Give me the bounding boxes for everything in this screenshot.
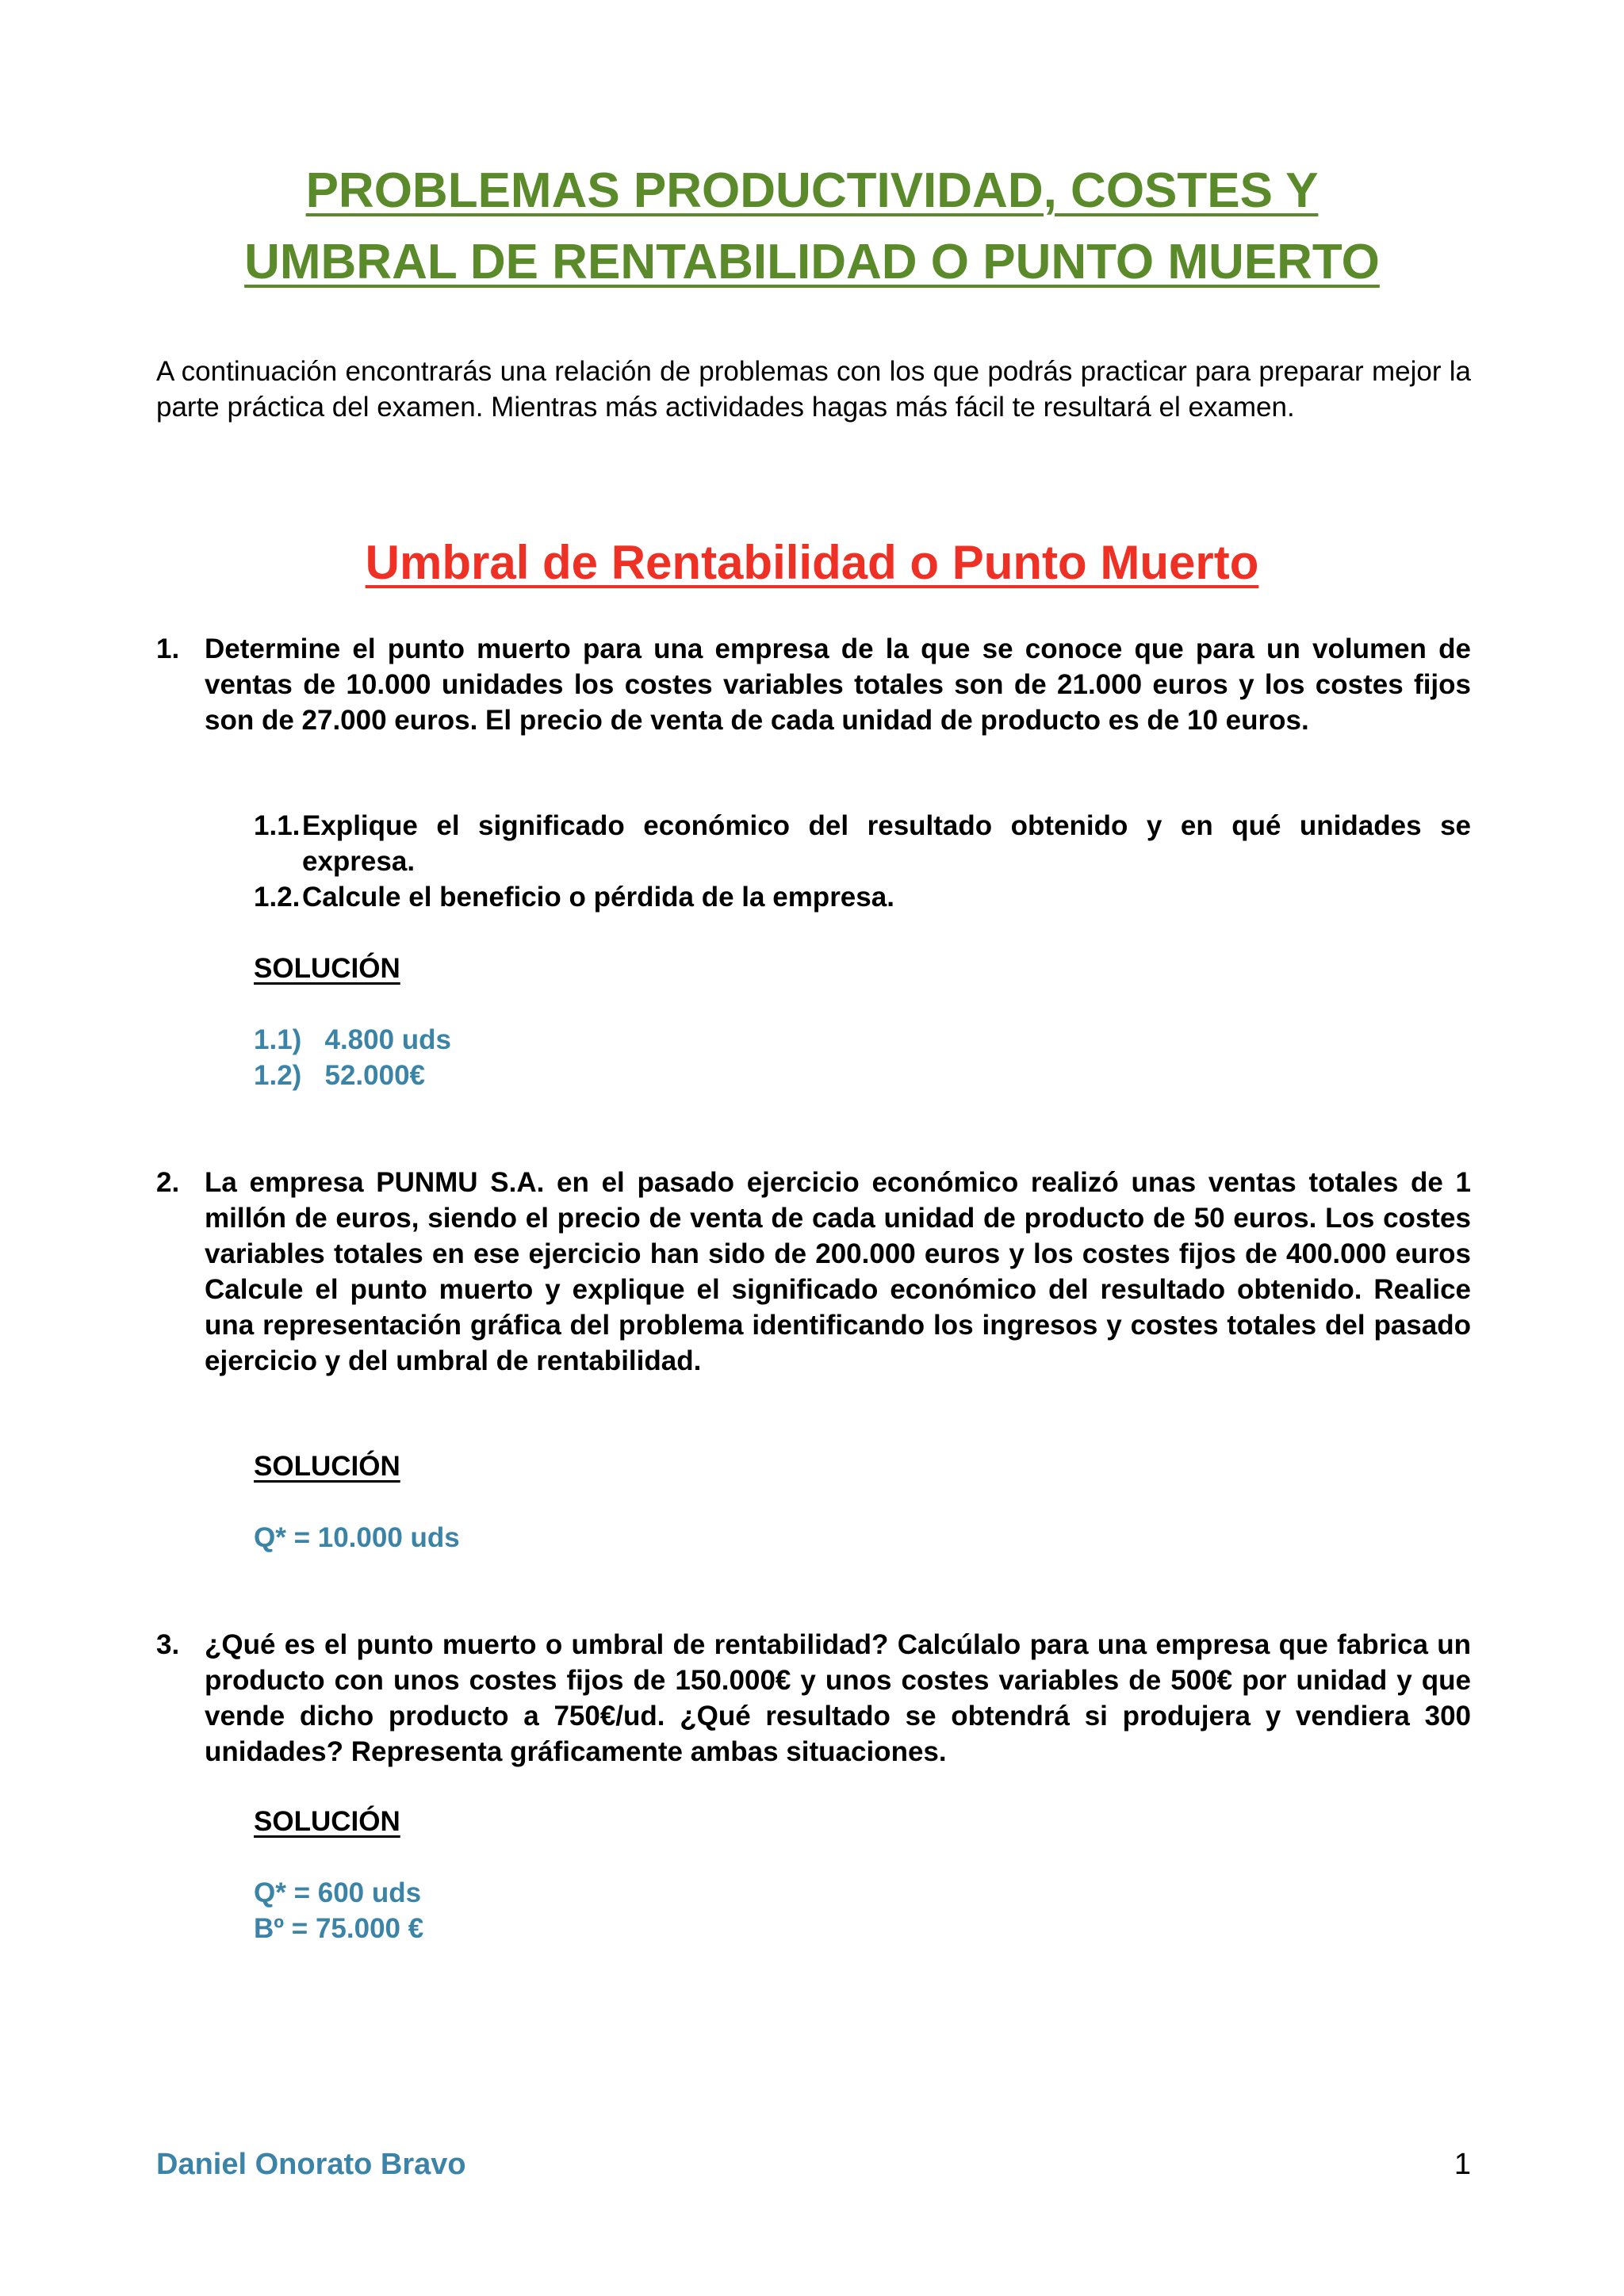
solution-label: SOLUCIÓN	[254, 1806, 400, 1837]
subitem-number: 1.2.	[254, 882, 301, 913]
answer-3-1: Q* = 600 uds	[254, 1877, 422, 1908]
answer-1-1: 1.1) 4.800 uds	[254, 1024, 452, 1055]
subitem-1-2	[254, 879, 1471, 915]
subitem-text: Explique el significado económico del resultado obtenido y en qué unidades se expresa.	[302, 810, 1471, 877]
problem-number: 1.	[156, 633, 180, 664]
answer-3-2: Bº = 75.000 €	[254, 1913, 424, 1944]
problem-text: ¿Qué es el punto muerto o umbral de rentabilidad? Calcúlalo para una empresa que fabrica un producto con unos costes fijos de 150.000€ y unos costes variables de 500€ por unidad y que vende dicho producto a 750€/ud. ¿Qué resultado se obtendrá si produjera y vendiera 300 unidades? Representa gráficamente ambas situaciones.	[205, 1629, 1471, 1767]
subitem-1-1	[254, 808, 1471, 879]
subitem-number: 1.1.	[254, 810, 301, 841]
subitem-text: Calcule el beneficio o pérdida de la empresa.	[302, 882, 894, 913]
title-line-2: UMBRAL DE RENTABILIDAD O PUNTO MUERTO	[244, 235, 1380, 289]
intro-paragraph: A continuación encontrarás una relación de problemas con los que podrás practicar para preparar mejor la parte práctica del examen. Mientras más actividades hagas más fácil te resultará el examen.	[156, 356, 1471, 423]
problem-number: 3.	[156, 1629, 180, 1660]
solution-label: SOLUCIÓN	[254, 953, 400, 984]
page-title	[0, 155, 1624, 298]
footer-author: Daniel Onorato Bravo	[156, 2148, 466, 2181]
problem-text: Determine el punto muerto para una empresa de la que se conoce que para un volumen de ventas de 10.000 unidades los costes variables totales son de 21.000 euros y los costes fijos son de 27.000 euros. El precio de venta de cada unidad de producto es de 10 euros.	[205, 633, 1471, 736]
problem-number: 2.	[156, 1167, 180, 1198]
title-line-1: PROBLEMAS PRODUCTIVIDAD, COSTES Y	[305, 163, 1319, 218]
answer-2: Q* = 10.000 uds	[254, 1522, 460, 1553]
page-number: 1	[1454, 2148, 1471, 2181]
answer-1-2: 1.2) 52.000€	[254, 1060, 425, 1091]
section-heading: Umbral de Rentabilidad o Punto Muerto	[365, 536, 1259, 589]
solution-label: SOLUCIÓN	[254, 1451, 400, 1482]
problem-text: La empresa PUNMU S.A. en el pasado ejercicio económico realizó unas ventas totales de 1 millón de euros, siendo el precio de venta de cada unidad de producto de 50 euros. Los costes variables totales en ese ejercicio han sido de 200.000 euros y los costes fijos de 400.000 euros Calcule el punto muerto y explique el significado económico del resultado obtenido. Realice una representación gráfica del problema identificando los ingresos y costes totales del pasado ejercicio y del umbral de rentabilidad.	[205, 1167, 1471, 1376]
